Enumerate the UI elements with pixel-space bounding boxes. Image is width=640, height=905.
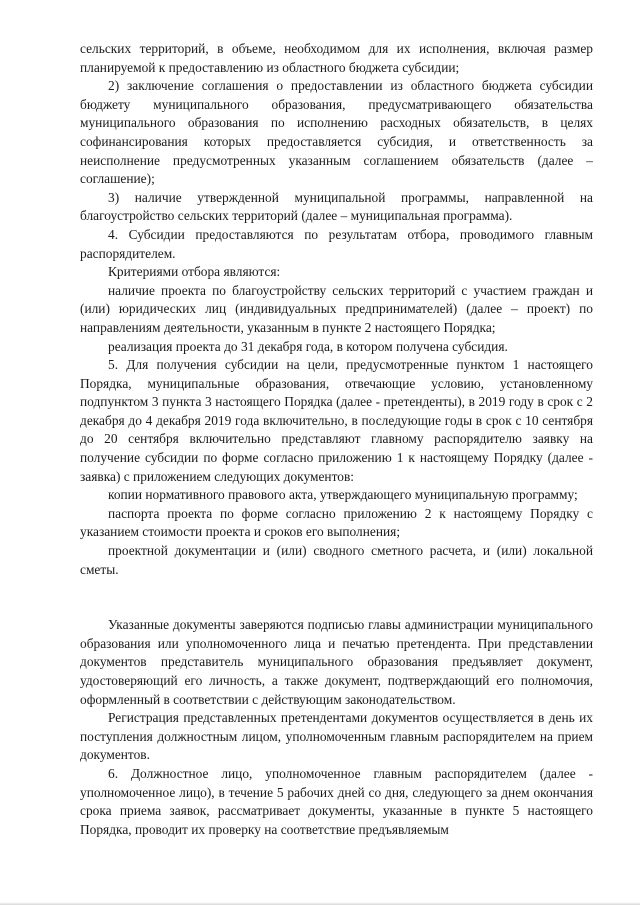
document-page — [80, 40, 593, 839]
paragraph-item-3: 3) наличие утвержденной муниципальной программы, направленной на благоустройство сельских территорий (далее – муниципальная программа). — [80, 189, 593, 224]
paragraph-doc-estimate: проектной документации и (или) сводного сметного расчета, и (или) локальной сметы. — [80, 543, 593, 577]
paragraph-criterion-deadline: реализация проекта до 31 декабря года, в котором получена субсидия. — [108, 338, 508, 354]
paragraph-item-2: 2) заключение соглашения о предоставлении из областного бюджета субсидии бюджету муниципального образования, предусматривающего обязательства муниципального образования по исполнению расходных обязательств, в целях софинансирования которых предоставляется субсидия, и ответственность за неисполнение предусмотренных указанным соглашением обязательств (далее – соглашение); — [80, 78, 593, 187]
paragraph-criteria-heading: Критериями отбора являются: — [108, 264, 281, 280]
paragraph-criterion-project: наличие проекта по благоустройству сельских территорий с участием граждан и (или) юридических лиц (индивидуальных предпринимателей) (далее – проект) по направлениям деятельности, указанным в пункте 2 настоящего Порядка; — [80, 282, 593, 335]
paragraph-continuation: сельских территорий, в объеме, необходимом для их исполнения, включая размер планируемой к предоставлению из областного бюджета субсидии; — [80, 41, 593, 75]
paragraph-registration: Регистрация представленных претендентами документов осуществляется в день их поступления должностным лицом, уполномоченным главным распорядителем на прием документов. — [80, 710, 593, 763]
paragraph-clause-6: 6. Должностное лицо, уполномоченное главным распорядителем (далее - уполномоченное лицо), в течение 5 рабочих дней со дня, следующего за днем окончания срока приема заявок, рассматривает документы, указанные в пункте 5 настоящего Порядка, проводит их проверку на соответствие предъявляемым — [80, 765, 593, 837]
paragraph-certification: Указанные документы заверяются подписью главы администрации муниципального образования или уполномоченного лица и печатью претендента. При представлении документов представитель муниципального образования предъявляет документ, удостоверяющий его личность, а также документ, подтверждающий его полномочия, оформленный в соответствии с действующим законодательством. — [80, 617, 593, 707]
paragraph-doc-normative-act: копии нормативного правового акта, утверждающего муниципальную программу; — [108, 487, 578, 503]
paragraph-clause-5: 5. Для получения субсидии на цели, предусмотренные пунктом 1 настоящего Порядка, муниципальные образования, отвечающие условию, установленному подпунктом 3 пункта 3 настоящего Порядка (далее - претенденты), в 2019 году в срок с 2 декабря до 4 декабря 2019 года включительно, в последующие годы в срок с 10 сентября до 20 сентября включительно представляют главному распорядителю заявку на получение субсидии по форме согласно приложению 1 к настоящему Порядку (далее - заявка) с приложением следующих документов: — [80, 357, 593, 484]
paragraph-doc-passport: паспорта проекта по форме согласно приложению 2 к настоящему Порядку с указанием стоимости проекта и сроков его выполнения; — [80, 505, 593, 540]
paragraph-clause-4: 4. Субсидии предоставляются по результатам отбора, проводимого главным распорядителем. — [80, 226, 593, 261]
